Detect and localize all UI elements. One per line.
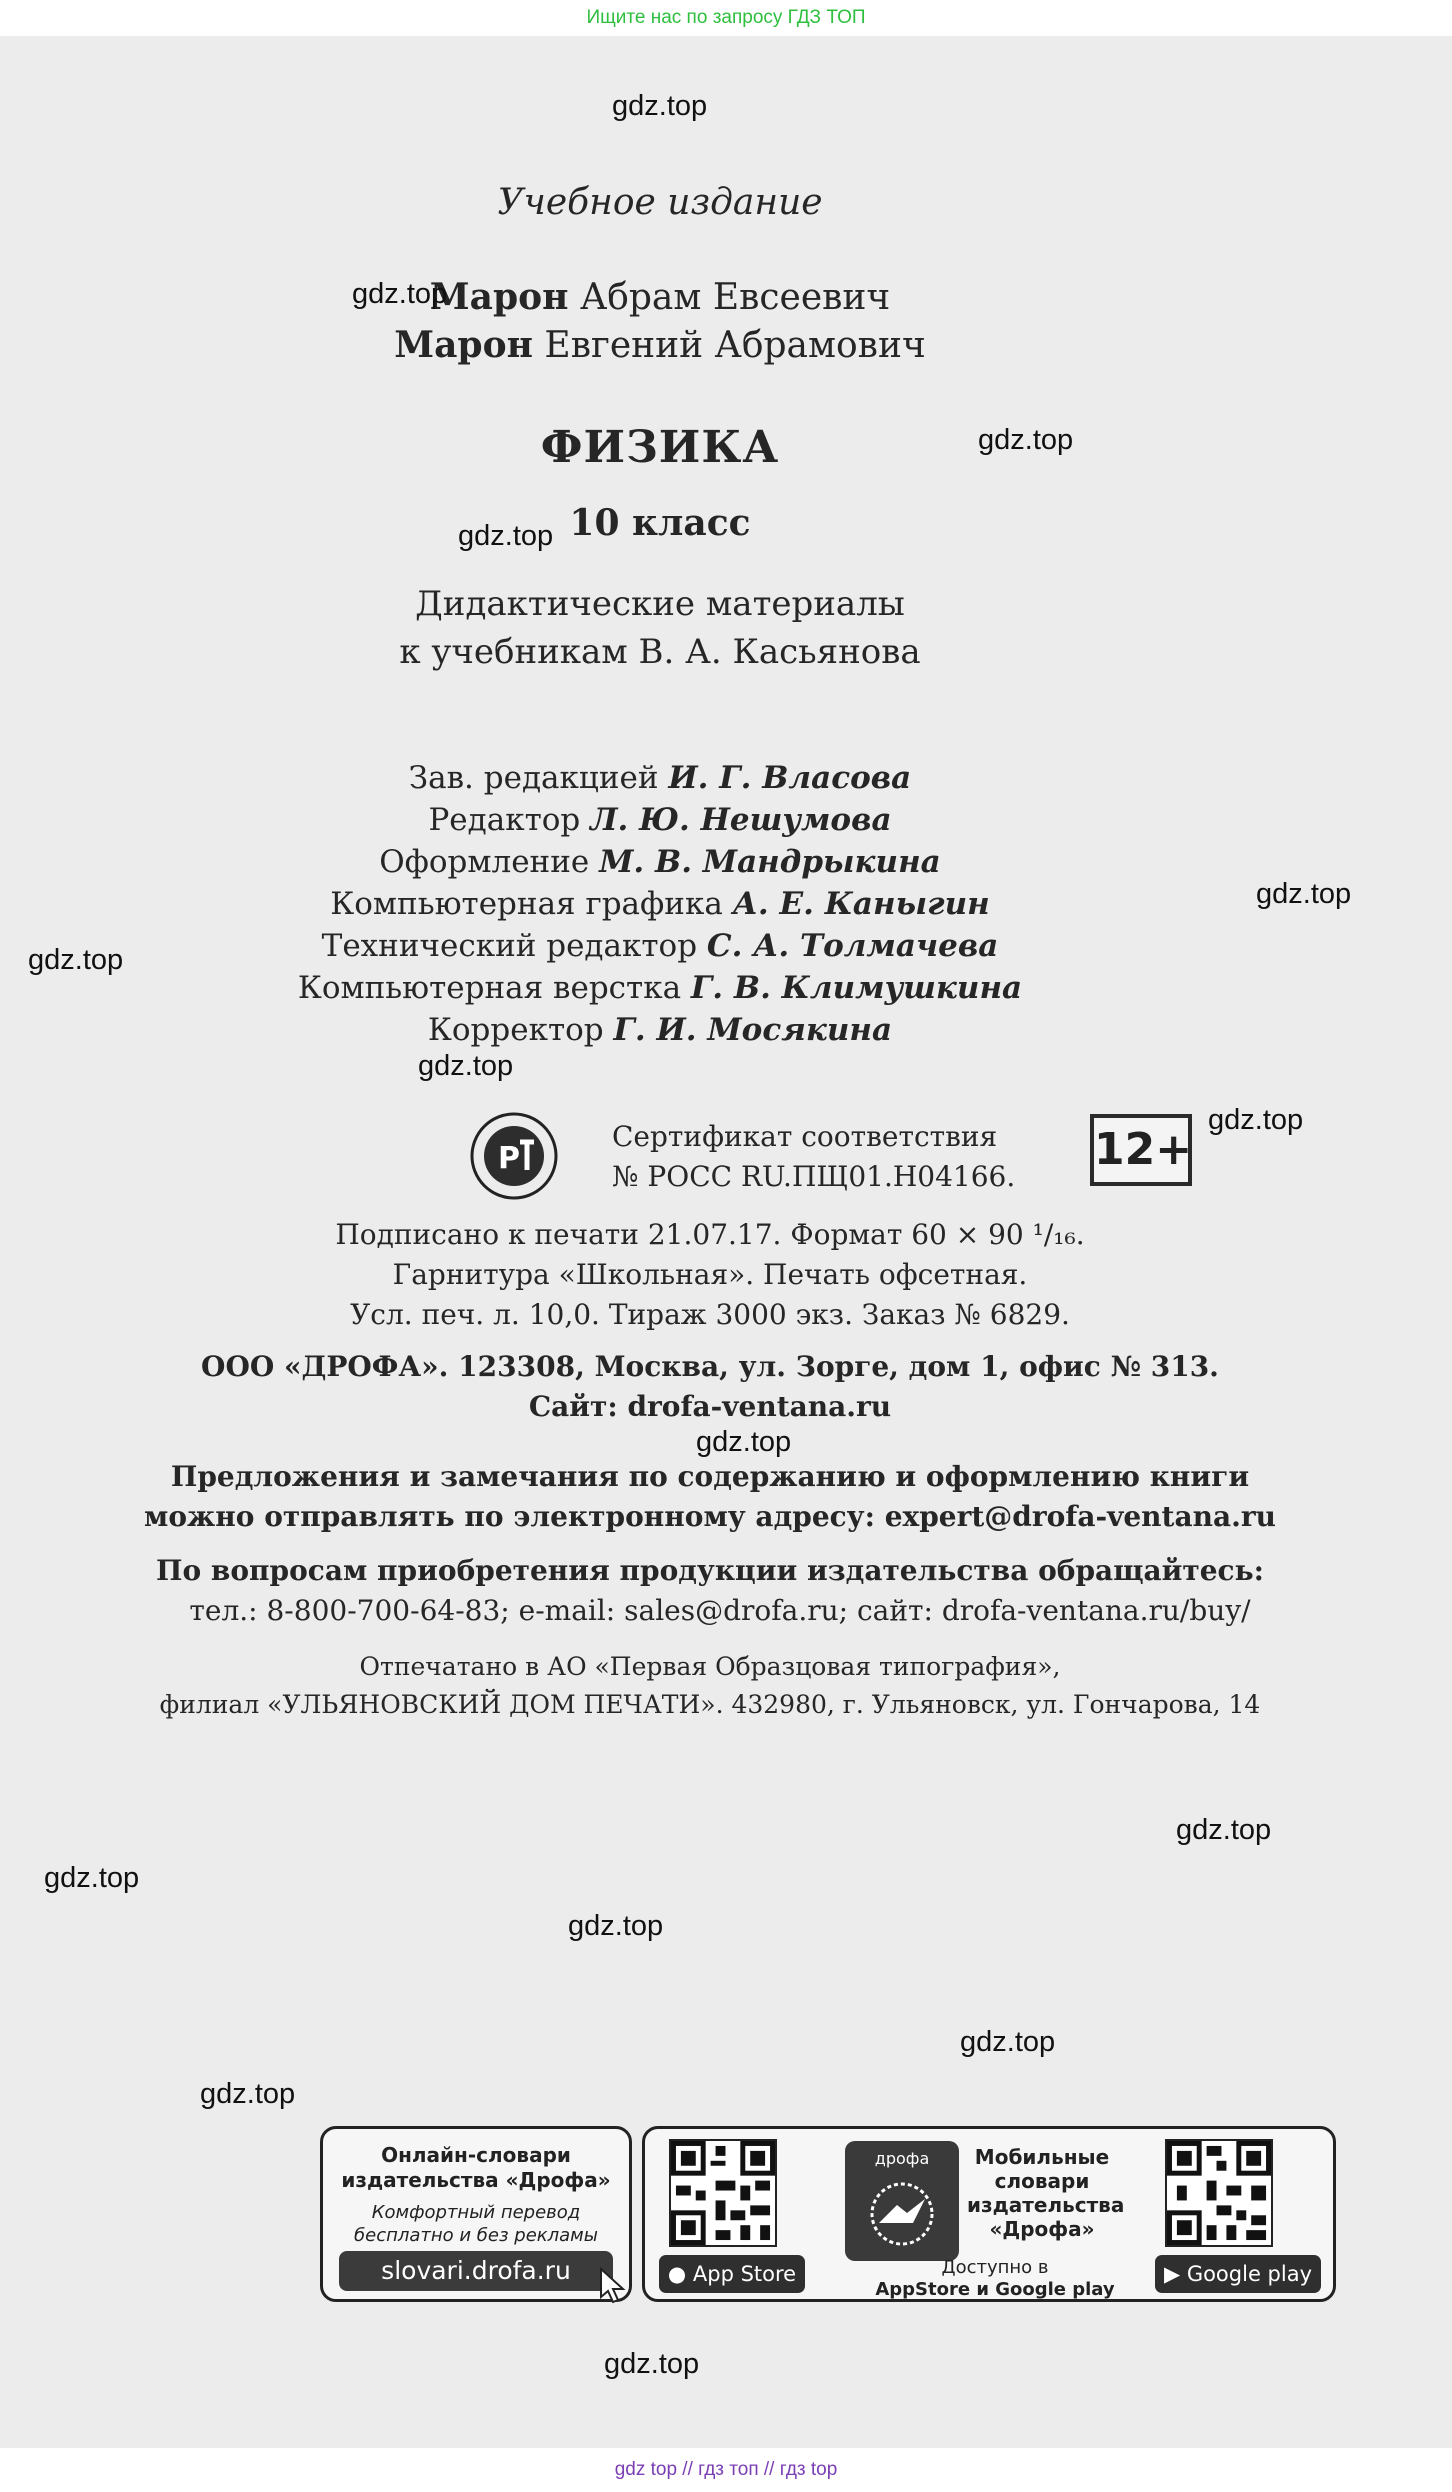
ad-title-line: Мобильные xyxy=(974,2145,1110,2169)
watermark: gdz.top xyxy=(28,944,124,976)
qr-code-icon[interactable] xyxy=(669,2139,777,2247)
slovari-link-button[interactable]: slovari.drofa.ru xyxy=(339,2251,613,2291)
print-info-3: Усл. печ. л. 10,0. Тираж 3000 экз. Заказ № 6829. xyxy=(350,1298,1070,1331)
staff-name: И. Г. Власова xyxy=(668,760,912,796)
appstore-button[interactable] xyxy=(659,2255,805,2293)
author-2 xyxy=(0,324,1320,366)
printer-line-2: филиал «УЛЬЯНОВСКИЙ ДОМ ПЕЧАТИ». 432980, г. Ульяновск, ул. Гончарова, 14 xyxy=(159,1690,1261,1719)
staff-name: Л. Ю. Нешумова xyxy=(590,802,892,838)
author-1-given: Абрам Евсеевич xyxy=(579,277,891,318)
staff-line xyxy=(0,970,1320,1006)
online-dictionaries-subtitle xyxy=(323,2201,629,2247)
ad-title-line: издательства «Дрофа» xyxy=(341,2168,611,2192)
edition-type: Учебное издание xyxy=(497,182,823,223)
watermark: gdz.top xyxy=(696,1426,792,1458)
availability-text xyxy=(845,2257,1145,2301)
top-notice: Ищите нас по запросу ГДЗ ТОП xyxy=(0,0,1452,36)
watermark: gdz.top xyxy=(612,90,708,122)
watermark: gdz.top xyxy=(1208,1104,1304,1136)
book-imprint-page xyxy=(0,36,1452,2448)
watermark: gdz.top xyxy=(418,1050,514,1082)
staff-role: Редактор xyxy=(428,802,581,838)
drofa-bird-icon xyxy=(867,2179,937,2249)
availability-line: Доступно в xyxy=(941,2257,1049,2278)
watermark: gdz.top xyxy=(352,278,448,310)
purchase-line-2: тел.: 8-800-700-64-83; e-mail: sales@drofa.ru; сайт: drofa-ventana.ru/buy/ xyxy=(189,1594,1251,1627)
watermark: gdz.top xyxy=(1256,878,1352,910)
watermark: gdz.top xyxy=(200,2078,296,2110)
online-dictionaries-title xyxy=(323,2143,629,2193)
purchase-line-1: По вопросам приобретения продукции издательства обращайтесь: xyxy=(156,1554,1264,1587)
staff-role: Зав. редакцией xyxy=(408,760,659,796)
googleplay-label: Google play xyxy=(1186,2262,1313,2286)
qr-code-icon[interactable] xyxy=(1165,2139,1273,2247)
staff-name: Г. В. Климушкина xyxy=(690,970,1023,1006)
svg-text:Р: Р xyxy=(498,1141,520,1176)
watermark: gdz.top xyxy=(568,1910,664,1942)
mobile-dictionaries-title xyxy=(967,2145,1125,2241)
ad-title-line: Онлайн-словари xyxy=(381,2143,571,2167)
bottom-notice: gdz top // гдз топ // гдз top xyxy=(0,2448,1452,2492)
staff-name: С. А. Толмачева xyxy=(706,928,999,964)
availability-line: AppStore и Google play xyxy=(875,2279,1115,2300)
print-info-1: Подписано к печати 21.07.17. Формат 60 × 90 ¹/₁₆. xyxy=(335,1218,1085,1251)
book-title: ФИЗИКА xyxy=(540,422,780,473)
watermark: gdz.top xyxy=(604,2348,700,2380)
staff-name: А. Е. Каныгин xyxy=(732,886,990,922)
drofa-logo xyxy=(845,2141,959,2261)
print-info-2: Гарнитура «Школьная». Печать офсетная. xyxy=(392,1258,1028,1291)
googleplay-button[interactable] xyxy=(1155,2255,1321,2293)
watermark: gdz.top xyxy=(978,424,1074,456)
subtitle-line-1: Дидактические материалы xyxy=(415,584,905,624)
staff-role: Технический редактор xyxy=(321,928,698,964)
online-dictionaries-ad xyxy=(320,2126,632,2302)
cursor-icon xyxy=(599,2267,629,2305)
staff-line xyxy=(0,760,1320,796)
ad-title-line: словари xyxy=(994,2169,1090,2193)
ad-title-line: издательства xyxy=(967,2193,1125,2217)
ad-title-line: «Дрофа» xyxy=(989,2217,1095,2241)
certificate-line-1: Сертификат соответствия xyxy=(612,1120,998,1153)
feedback-line-2: можно отправлять по электронному адресу: expert@drofa-ventana.ru xyxy=(144,1500,1276,1533)
publisher-line: ООО «ДРОФА». 123308, Москва, ул. Зорге, дом 1, офис № 313. xyxy=(201,1350,1219,1383)
play-icon: ▶ xyxy=(1163,2262,1181,2286)
watermark: gdz.top xyxy=(458,520,554,552)
author-2-surname: Марон xyxy=(394,324,533,366)
mobile-dictionaries-ad xyxy=(642,2126,1336,2302)
staff-role: Оформление xyxy=(379,844,590,880)
ad-subtitle-line: Комфортный перевод xyxy=(371,2202,581,2223)
staff-name: М. В. Мандрыкина xyxy=(599,844,941,880)
author-2-given: Евгений Абрамович xyxy=(544,325,926,366)
staff-line xyxy=(0,1012,1320,1048)
staff-line xyxy=(0,844,1320,880)
drofa-logo-text: дрофа xyxy=(874,2149,930,2168)
book-grade: 10 класс xyxy=(569,502,751,544)
ad-subtitle-line: бесплатно и без рекламы xyxy=(354,2225,598,2246)
staff-line xyxy=(0,886,1320,922)
age-rating-badge: 12+ xyxy=(1090,1114,1192,1186)
printer-line-1: Отпечатано в АО «Первая Образцовая типография», xyxy=(359,1652,1061,1681)
author-1 xyxy=(0,276,1320,318)
feedback-line-1: Предложения и замечания по содержанию и оформлению книги xyxy=(170,1460,1250,1493)
publisher-site: Сайт: drofa-ventana.ru xyxy=(528,1390,892,1423)
apple-icon: ● xyxy=(667,2262,687,2286)
staff-line xyxy=(0,802,1320,838)
staff-role: Компьютерная верстка xyxy=(297,970,682,1006)
staff-role: Корректор xyxy=(427,1012,604,1048)
watermark: gdz.top xyxy=(44,1862,140,1894)
watermark: gdz.top xyxy=(960,2026,1056,2058)
staff-name: Г. И. Мосякина xyxy=(613,1012,893,1048)
staff-role: Компьютерная графика xyxy=(330,886,723,922)
author-1-surname: Марон xyxy=(429,276,569,318)
appstore-label: App Store xyxy=(692,2262,797,2286)
certification-logo-icon xyxy=(468,1110,560,1202)
staff-line xyxy=(0,928,1320,964)
publisher-address xyxy=(0,1350,1420,1383)
subtitle-line-2: к учебникам В. А. Касьянова xyxy=(399,632,921,672)
certificate-line-2: № РОСС RU.ПЩ01.Н04166. xyxy=(612,1160,1016,1193)
watermark: gdz.top xyxy=(1176,1814,1272,1846)
